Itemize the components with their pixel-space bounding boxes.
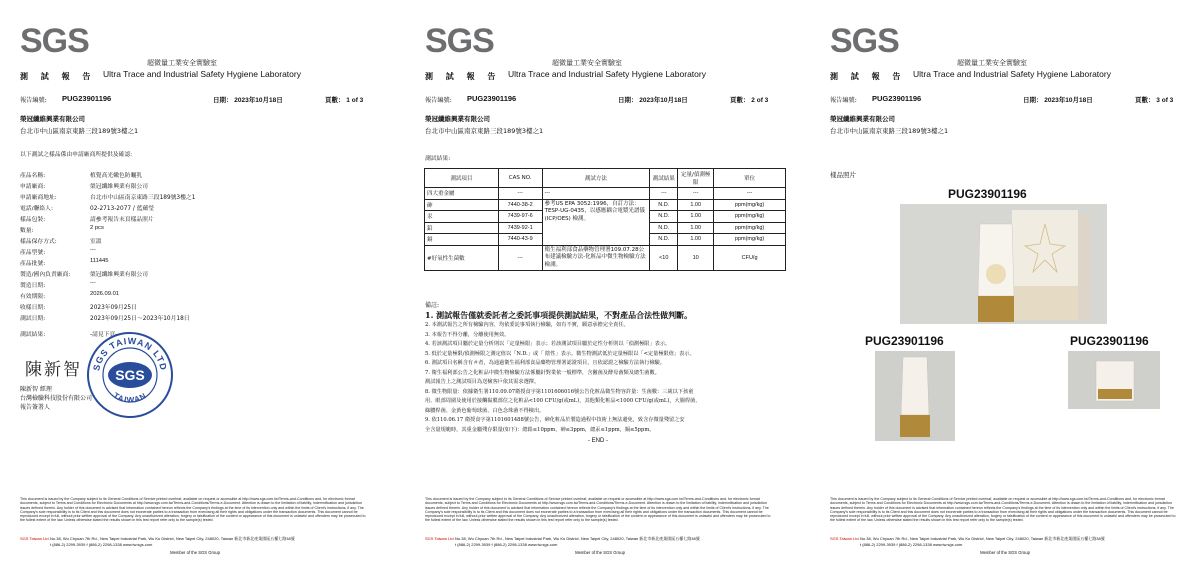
unit-cell: ppm(mg/kg) <box>714 234 786 246</box>
note-line: 7. 衛生福利部公告之化粧品中微生物檢驗方法係屬針對業依一般標準，含黴菌及酵母菌類及總生菌數。 <box>425 369 660 376</box>
tube-side-image <box>1068 351 1160 409</box>
result-cell: N.D. <box>650 199 678 211</box>
cas-cell: 7439-97-6 <box>498 211 542 223</box>
client-address: 台北市中山區南京東路三段189號3樓之1 <box>20 127 139 135</box>
svg-text:TAIWAN <box>112 391 149 405</box>
limit-cell: 1.00 <box>678 222 714 234</box>
sample-photo-main <box>900 204 1107 324</box>
note-line: 2. 本測試報告之所有檢驗內容，均依委託事項執行檢驗，如有不實，願意承擔完全責任。 <box>425 322 629 328</box>
report-title-zh: 測 試 報 告 <box>425 71 501 81</box>
header-cell: 測試結果 <box>650 169 678 188</box>
cas-cell: --- <box>498 188 542 200</box>
footer-contact: t (886-2) 2299-3939 f (886-2) 2298-1338 www.tw.sgs.com <box>455 542 558 547</box>
table-row <box>425 188 786 200</box>
sample-photo-right <box>1068 351 1160 409</box>
result-cell: N.D. <box>650 211 678 223</box>
header-cell: 定量/偵測極限 <box>678 169 714 188</box>
item-cell: #好氧性生菌數 <box>425 245 499 271</box>
method-cell: 參考US EPA 3052:1996，自訂方法：TESP-UG-0435，以感應耦合電漿光譜儀(ICP/OES) 檢測。 <box>542 199 650 245</box>
stamp-top-text: SGS TAIWAN LTD <box>91 335 169 372</box>
limit-cell: 1.00 <box>678 234 714 246</box>
report-no: PUG23901196 <box>467 94 517 103</box>
info-label: 電話/聯絡人: <box>20 206 53 212</box>
info-label: 測試結果: <box>20 332 46 338</box>
page-number: 頁數： 3 of 3 <box>1135 97 1174 104</box>
footer-company: SGS Taiwan Ltd. <box>425 536 455 541</box>
note-line: 用、眼部周圍及使用於接觸黏膜部位之化粧品<100 CFU/g(或mL)，其他類化粧品<1000 CFU/g(或mL)，大腸桿菌、 <box>425 398 701 404</box>
item-cell: 鉛 <box>425 222 499 234</box>
item-cell: 砷 <box>425 199 499 211</box>
report-date: 日期： 2023年10月18日 <box>213 97 283 104</box>
sgs-logo: SGS <box>425 22 494 60</box>
result-cell: <10 <box>650 245 678 271</box>
header-cell: 單位 <box>714 169 786 188</box>
header-cell: 測試項目 <box>425 169 499 188</box>
sample-photo-label: 樣品照片 <box>830 171 856 179</box>
legal-footer: This document is issued by the Company subject to its General Conditions of Service printed overleaf, available on request or accessible at http://www.sgs.com.tw/Terms-and-Conditions and, for electronic format documents, subject to Terms and Conditions for Electronic Documents at http://www.sgs.com.tw/Terms-and-Conditions/Terms-e-Document. Attention is drawn to the limitation of liability, indemnification and jurisdiction issues defined therein. Any holder of this document is advised that information contained hereon reflects the Company's findings at the time of its intervention only and within the limits of Client's instructions, if any. The Company's sole responsibility is to its Client and this document does not exonerate parties to a transaction from exercising all their rights and obligations under the transaction documents. This document cannot be reproduced except in full, without prior written approval of the Company. Any unauthorized alteration, forgery or falsification of the content or appearance of this document is unlawful and offenders may be prosecuted to the fullest extent of the law. Unless otherwise stated the results shown in this test report refer only to the sample(s) tested. <box>20 497 366 523</box>
info-value: --- <box>90 247 96 253</box>
info-value: 2023年09月25日 <box>90 305 137 311</box>
footer-address: No.38, Wu Chyuan 7th Rd., New Taipei Industrial Park, Wu Ku District, New Taipei City, 248020, Taiwan 新北市新北產業園區五權七路38號 <box>50 536 295 541</box>
footer-contact: t (886-2) 2299-3939 f (886-2) 2298-1338 www.tw.sgs.com <box>50 542 153 547</box>
note-line: 4. 若該測試項目屬於定量分析則以「定量極限」表示；若該測試項目屬於定性分析則以「偵測極限」表示。 <box>425 341 671 347</box>
info-label: 測試日期: <box>20 316 46 322</box>
note-line: 5. 低於定量極限/偵測極限之測定值以「N.D.」或「 陰性」表示。微生物測試低於定量極限以「<定量極限值」表示。 <box>425 350 695 357</box>
limit-cell: 1.00 <box>678 211 714 223</box>
info-value: 2023年09月25日～2023年10月18日 <box>90 316 190 322</box>
report-page-1 <box>5 0 385 565</box>
lab-name-en: Ultra Trace and Industrial Safety Hygiene Laboratory <box>913 69 1111 79</box>
table-row <box>425 199 786 211</box>
info-value: 111445 <box>90 258 109 264</box>
report-date: 日期： 2023年10月18日 <box>618 97 688 104</box>
info-label: 樣品保存方式: <box>20 239 57 245</box>
info-label: 產品型號: <box>20 250 46 256</box>
report-no: PUG23901196 <box>62 94 112 103</box>
report-no-label: 報告編號: <box>830 97 857 104</box>
info-value: 榮冠纖維興業有限公司 <box>90 184 148 190</box>
item-cell: 鎘 <box>425 234 499 246</box>
end-marker: - END - <box>588 438 608 444</box>
info-label: 申請廠商: <box>20 184 46 190</box>
unit-cell: --- <box>714 188 786 200</box>
lab-name-zh: 超微量工業安全實驗室 <box>957 59 1027 67</box>
limit-cell: 10 <box>678 245 714 271</box>
footer-bar <box>20 534 370 555</box>
note-line: 全含量規範時，其重金屬殘存限量(如下)：總鉛≤10ppm，砷≤3ppm，總汞≤1ppm，鎘≤5ppm。 <box>425 426 655 433</box>
note-line: 6. 測試項目名稱含有＃者，為通過衛生福利部食品藥物管理署認證項目，且依認證之檢驗方法執行檢驗。 <box>425 360 666 366</box>
page-number: 頁數： 1 of 3 <box>325 97 364 104</box>
result-cell: N.D. <box>650 234 678 246</box>
results-header-row <box>425 169 786 188</box>
sgs-logo: SGS <box>20 22 89 60</box>
signer-title: 陳新智 經理 <box>20 386 52 393</box>
lab-name-zh: 超微量工業安全實驗室 <box>552 59 622 67</box>
header-cell: 測試方法 <box>542 169 650 188</box>
lab-name-zh: 超微量工業安全實驗室 <box>147 59 217 67</box>
footer-bar <box>830 534 1180 555</box>
info-value: 植覺高光嫩色防曬乳 <box>90 173 143 179</box>
photo-id-main: PUG23901196 <box>948 187 1027 201</box>
report-no-label: 報告編號: <box>425 97 452 104</box>
page-number: 頁數： 2 of 3 <box>730 97 769 104</box>
lab-name-en: Ultra Trace and Industrial Safety Hygiene Laboratory <box>103 69 301 79</box>
sample-photo-left <box>875 351 955 441</box>
info-value: --- <box>90 280 96 286</box>
limit-cell: 1.00 <box>678 199 714 211</box>
result-cell: N.D. <box>650 222 678 234</box>
photo-id-left: PUG23901196 <box>865 334 944 348</box>
footer-bar <box>425 534 775 555</box>
info-value: 02-2713-2077 / 藍蘊瑩 <box>90 206 155 212</box>
footer-address: No.38, Wu Chyuan 7th Rd., New Taipei Industrial Park, Wu Ku District, New Taipei City, 248020, Taiwan 新北市新北產業園區五權七路38號 <box>860 536 1105 541</box>
info-label: 樣品包裝: <box>20 217 46 223</box>
cas-cell: 7440-38-2 <box>498 199 542 211</box>
note-line: 綠膿桿菌、金黃色葡萄球菌、白色念珠菌不得檢出。 <box>425 407 545 414</box>
legal-footer: This document is issued by the Company subject to its General Conditions of Service printed overleaf, available on request or accessible at http://www.sgs.com.tw/Terms-and-Conditions and, for electronic format documents, subject to Terms and Conditions for Electronic Documents at http://www.sgs.com.tw/Terms-and-Conditions/Terms-e-Document. Attention is drawn to the limitation of liability, indemnification and jurisdiction issues defined therein. Any holder of this document is advised that information contained hereon reflects the Company's findings at the time of its intervention only and within the limits of Client's instructions, if any. The Company's sole responsibility is to its Client and this document does not exonerate parties to a transaction from exercising all their rights and obligations under the transaction documents. This document cannot be reproduced except in full, without prior written approval of the Company. Any unauthorized alteration, forgery or falsification of the content or appearance of this document is unlawful and offenders may be prosecuted to the fullest extent of the law. Unless otherwise stated the results shown in this test report refer only to the sample(s) tested. <box>425 497 771 523</box>
method-cell: 衛生福利部食品藥物管理署109.07.28公布建議檢驗方法-化粧品中微生物檢驗方法檢測。 <box>542 245 650 271</box>
note-line: 3. 本報告不得分離，分離使用無效。 <box>425 331 510 338</box>
report-title-zh: 測 試 報 告 <box>20 71 96 81</box>
footer-member: Member of the SGS Group <box>170 550 220 555</box>
info-value: 2026.09.01 <box>90 291 120 297</box>
photo-id-right: PUG23901196 <box>1070 334 1149 348</box>
footer-company: SGS Taiwan Ltd. <box>830 536 860 541</box>
note-line: 8. 微生物限量：依據衛生署110.09.07衛授食字第1101606016號公告化粧品微生物容許量：生菌數：三歲以下孩童 <box>425 388 694 395</box>
report-date: 日期： 2023年10月18日 <box>1023 97 1093 104</box>
unit-cell: ppm(mg/kg) <box>714 222 786 234</box>
info-value: 榮冠纖維興業有限公司 <box>90 272 148 278</box>
note-line: 9. 依110.06.17 衛授食字第1101601488號公告，砷化粧品於製造過程中技術上無法避免，致含存微量殘留之安 <box>425 417 685 423</box>
signer-company: 台灣檢驗科技股份有限公司 <box>20 395 93 402</box>
info-label: 有效期限: <box>20 294 46 300</box>
report-page-3 <box>815 0 1195 565</box>
client-name: 榮冠纖維興業有限公司 <box>20 115 85 123</box>
results-title: 測試結果: <box>425 156 451 162</box>
tube-front-image <box>875 351 955 441</box>
footer-address: No.38, Wu Chyuan 7th Rd., New Taipei Industrial Park, Wu Ku District, New Taipei City, 248020, Taiwan 新北市新北產業園區五權七路38號 <box>455 536 700 541</box>
cas-cell: 7439-92-1 <box>498 222 542 234</box>
results-table <box>424 168 786 271</box>
signature: 陳新智 <box>25 360 82 380</box>
cas-cell: --- <box>498 245 542 271</box>
info-label: 數量: <box>20 228 34 234</box>
unit-cell: ppm(mg/kg) <box>714 199 786 211</box>
client-address: 台北市中山區南京東路三段189號3樓之1 <box>425 127 544 135</box>
sgs-taiwan-stamp <box>85 330 175 420</box>
info-value: 2 pcs <box>90 225 104 231</box>
info-value: 台北市中山區南京東路三段189號3樓之1 <box>90 195 196 201</box>
info-value: -請見下頁- <box>90 332 118 338</box>
footer-member: Member of the SGS Group <box>980 550 1030 555</box>
info-label: 製造/國內負責廠商: <box>20 272 71 278</box>
footer-member: Member of the SGS Group <box>575 550 625 555</box>
info-label: 收樣日期: <box>20 305 46 311</box>
cas-cell: 7440-43-9 <box>498 234 542 246</box>
item-cell: 汞 <box>425 211 499 223</box>
sgs-logo: SGS <box>830 22 899 60</box>
client-name: 榮冠纖維興業有限公司 <box>425 115 490 123</box>
signer-role: 報告簽署人 <box>20 404 51 411</box>
client-address: 台北市中山區南京東路三段189號3樓之1 <box>830 127 949 135</box>
header-cell: CAS NO. <box>498 169 542 188</box>
footer-contact: t (886-2) 2299-3939 f (886-2) 2298-1338 www.tw.sgs.com <box>860 542 963 547</box>
info-label: 製造日期: <box>20 283 46 289</box>
footer-company: SGS Taiwan Ltd. <box>20 536 50 541</box>
method-cell: --- <box>542 188 650 200</box>
legal-footer: This document is issued by the Company subject to its General Conditions of Service printed overleaf, available on request or accessible at http://www.sgs.com.tw/Terms-and-Conditions and, for electronic format documents, subject to Terms and Conditions for Electronic Documents at http://www.sgs.com.tw/Terms-and-Conditions/Terms-e-Document. Attention is drawn to the limitation of liability, indemnification and jurisdiction issues defined therein. Any holder of this document is advised that information contained hereon reflects the Company's findings at the time of its intervention only and within the limits of Client's instructions, if any. The Company's sole responsibility is to its Client and this document does not exonerate parties to a transaction from exercising all their rights and obligations under the transaction documents. This document cannot be reproduced except in full, without prior written approval of the Company. Any unauthorized alteration, forgery or falsification of the content or appearance of this document is unlawful and offenders may be prosecuted to the fullest extent of the law. Unless otherwise stated the results shown in this test report refer only to the sample(s) tested. <box>830 497 1176 523</box>
lab-name-en: Ultra Trace and Industrial Safety Hygiene Laboratory <box>508 69 706 79</box>
unit-cell: ppm(mg/kg) <box>714 211 786 223</box>
notes-heading: 備註: <box>425 302 440 309</box>
info-label: 產品批號: <box>20 261 46 267</box>
intro-text: 以下測試之樣品係由申請廠商所提供及確認: <box>20 152 133 158</box>
item-cell: 四大重金屬 <box>425 188 499 200</box>
report-no-label: 報告編號: <box>20 97 47 104</box>
limit-cell: --- <box>678 188 714 200</box>
report-no: PUG23901196 <box>872 94 922 103</box>
client-name: 榮冠纖維興業有限公司 <box>830 115 895 123</box>
report-page-2 <box>410 0 790 565</box>
info-label: 產品名稱: <box>20 173 46 179</box>
report-title-zh: 測 試 報 告 <box>830 71 906 81</box>
note-line: 測試報告上之測試項目為送檢客戶依其需求選擇。 <box>425 379 540 385</box>
result-cell: --- <box>650 188 678 200</box>
note-1: 1. 測試報告僅就委託者之委託事項提供測試結果，不對產品合法性做判斷。 <box>425 310 693 320</box>
info-label: 申請廠商地址: <box>20 195 57 201</box>
table-row <box>425 245 786 271</box>
stamp-logo: SGS <box>115 367 145 383</box>
info-value: 請參考報告末頁樣品照片 <box>90 217 154 223</box>
product-box-and-tube-image <box>900 204 1107 324</box>
stamp-bottom-text: TAIWAN <box>111 390 149 405</box>
unit-cell: CFU/g <box>714 245 786 271</box>
info-value: 室溫 <box>90 239 102 245</box>
